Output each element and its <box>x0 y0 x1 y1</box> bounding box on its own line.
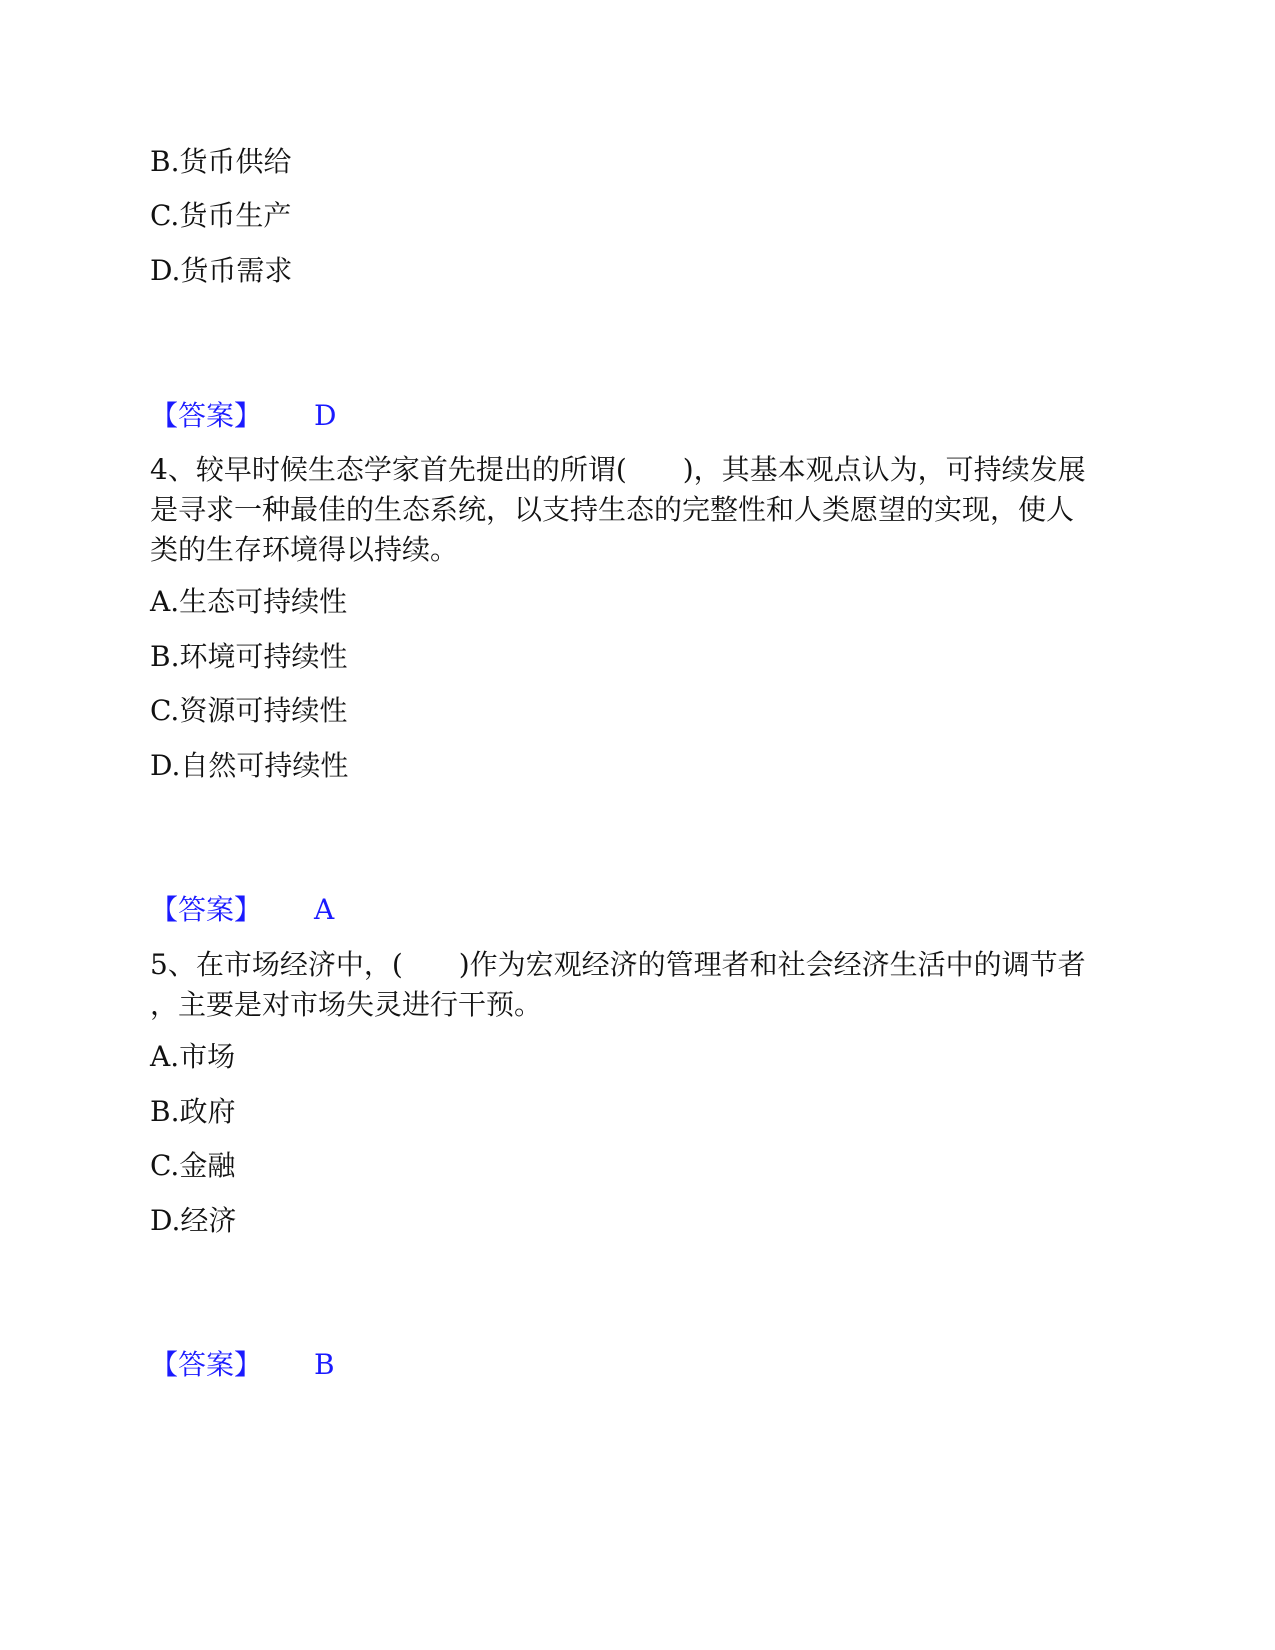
q5-stem-line-2: ，主要是对市场失灵进行干预。 <box>150 988 543 1021</box>
q4-stem <box>150 450 1125 570</box>
answer-label: 【答案】 <box>150 1348 263 1381</box>
q4-stem-line-3: 类的生存环境得以持续。 <box>150 533 459 566</box>
q5-option-c: C.金融 <box>150 1149 236 1182</box>
answer-label: 【答案】 <box>150 399 263 432</box>
q3-option-c: C.货币生产 <box>150 199 292 232</box>
answer-value: D <box>314 399 337 432</box>
q3-option-b: B.货币供给 <box>150 145 292 178</box>
q5-stem-line-1: 5、在市场经济中，( )作为宏观经济的管理者和社会经济生活中的调节者 <box>150 948 1086 981</box>
q4-option-c: C.资源可持续性 <box>150 694 348 727</box>
answer-value: A <box>314 893 335 926</box>
q5-answer <box>150 1345 335 1385</box>
answer-label: 【答案】 <box>150 893 263 926</box>
q3-option-d: D.货币需求 <box>150 254 293 287</box>
q5-option-d: D.经济 <box>150 1204 237 1237</box>
q4-option-d: D.自然可持续性 <box>150 749 349 782</box>
q5-stem <box>150 945 1125 1025</box>
q5-option-b: B.政府 <box>150 1095 236 1128</box>
q4-stem-line-1: 4、较早时候生态学家首先提出的所谓( )，其基本观点认为，可持续发展 <box>150 453 1086 486</box>
q4-option-a: A.生态可持续性 <box>150 585 348 618</box>
q4-stem-line-2: 是寻求一种最佳的生态系统，以支持生态的完整性和人类愿望的实现，使人 <box>150 493 1075 526</box>
answer-value: B <box>314 1348 335 1381</box>
q5-option-a: A.市场 <box>150 1040 236 1073</box>
q4-option-b: B.环境可持续性 <box>150 640 348 673</box>
q4-answer <box>150 890 334 930</box>
q3-answer <box>150 396 336 436</box>
